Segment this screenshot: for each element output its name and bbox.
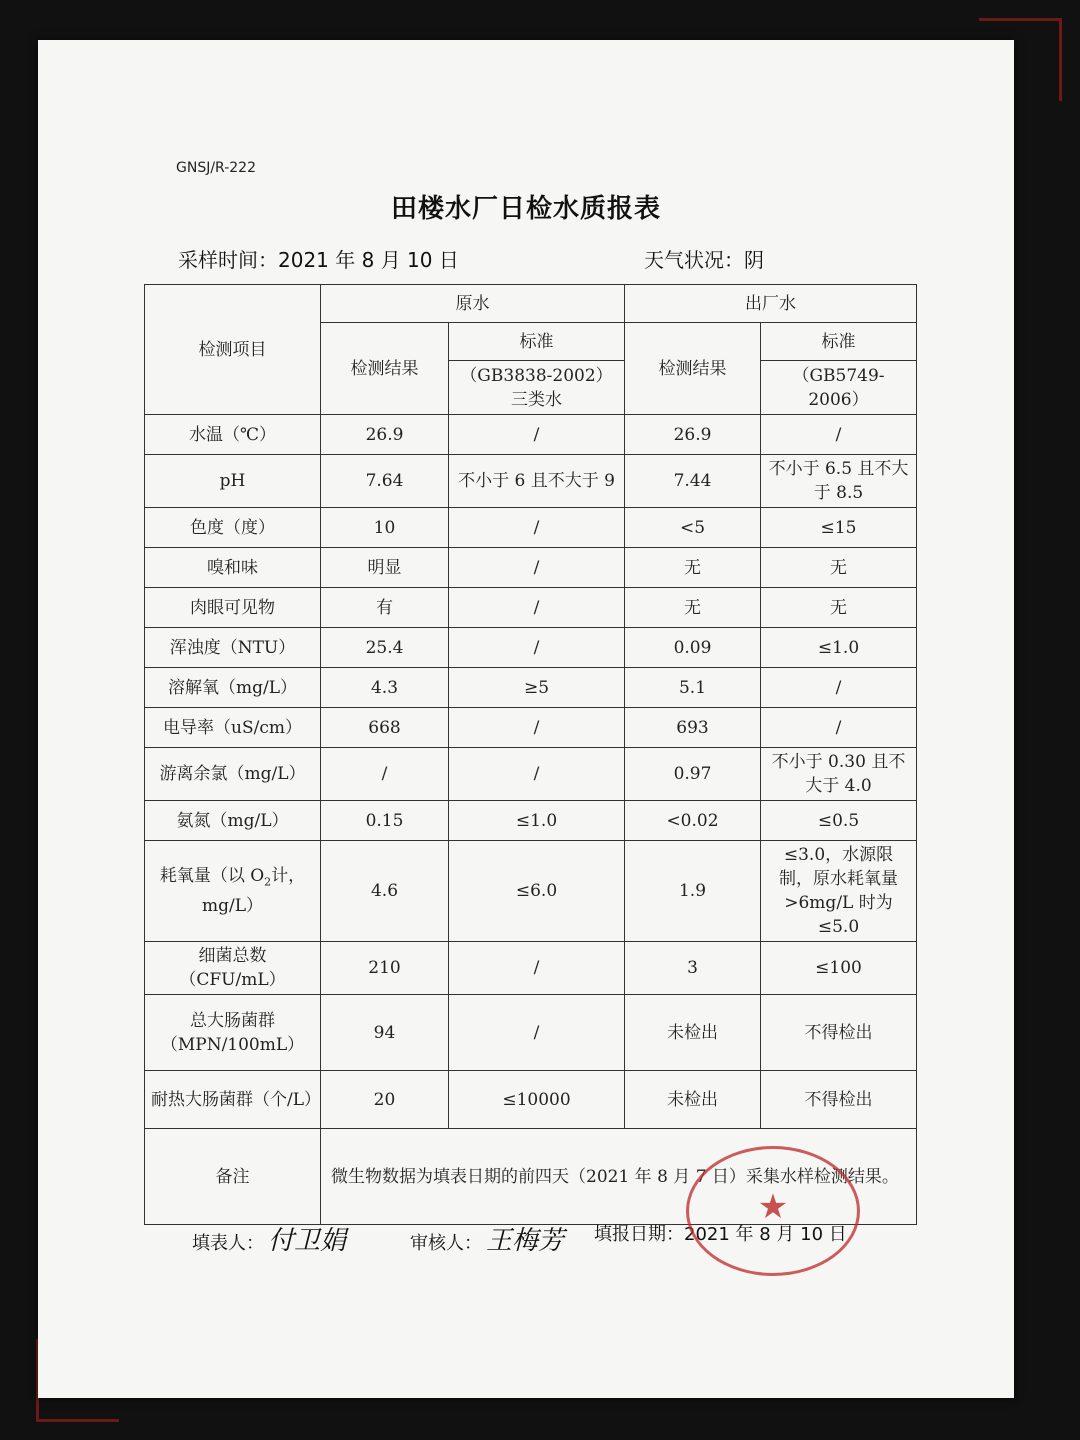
table-row (145, 942, 917, 995)
remark-text: 微生物数据为填表日期的前四天（2021 年 8 月 7 日）采集水样检测结果。 (321, 1129, 917, 1225)
raw-standard-cell: ≥5 (449, 668, 625, 708)
sampling-time (178, 244, 459, 273)
raw-result-cell: 94 (321, 995, 449, 1071)
raw-result-cell: / (321, 748, 449, 801)
official-seal (686, 1146, 860, 1276)
table-row (145, 415, 917, 455)
raw-result-header: 检测结果 (321, 323, 449, 415)
plant-result-cell: <0.02 (625, 801, 761, 841)
raw-standard-cell: / (449, 548, 625, 588)
item-header-cell: 检测项目 (145, 285, 321, 415)
table-row (145, 748, 917, 801)
table-row (145, 588, 917, 628)
plant-standard-cell: 无 (761, 588, 917, 628)
weather (644, 244, 764, 273)
table-row (145, 708, 917, 748)
raw-result-cell: 26.9 (321, 415, 449, 455)
item-cell: 色度（度） (145, 508, 321, 548)
plant-standard-code: （GB5749-2006） (761, 361, 917, 415)
table-row (145, 801, 917, 841)
item-cell: pH (145, 455, 321, 508)
plant-standard-cell: 不小于 6.5 且不大于 8.5 (761, 455, 917, 508)
table-row (145, 668, 917, 708)
plant-result-header: 检测结果 (625, 323, 761, 415)
oxygen-item-pre: 耗氧量（以 O (159, 865, 265, 886)
plant-result-cell: 无 (625, 588, 761, 628)
reviewer-label: 审核人： (410, 1233, 482, 1254)
plant-standard-header: 标准 (761, 323, 917, 361)
raw-standard-cell: / (449, 942, 625, 995)
sampling-time-label: 采样时间： (178, 248, 278, 272)
plant-standard-cell: / (761, 415, 917, 455)
plant-standard-cell: ≤3.0，水源限制，原水耗氧量>6mg/L 时为≤5.0 (761, 841, 917, 942)
sampling-time-value: 2021 年 8 月 10 日 (278, 248, 459, 272)
table-row (145, 995, 917, 1071)
raw-standard-cell: / (449, 995, 625, 1071)
plant-standard-cell: 不得检出 (761, 1071, 917, 1129)
header-row-1 (145, 285, 917, 323)
raw-result-cell: 10 (321, 508, 449, 548)
plant-standard-cell: ≤0.5 (761, 801, 917, 841)
oxygen-item-sub: 2 (264, 875, 272, 889)
plant-standard-cell: 无 (761, 548, 917, 588)
raw-standard-class: 三类水 (511, 389, 562, 410)
plant-result-cell: 1.9 (625, 841, 761, 942)
plant-result-cell: 0.09 (625, 628, 761, 668)
seal-star-icon: ★ (757, 1187, 789, 1227)
document-code: GNSJ/R-222 (176, 160, 256, 176)
raw-standard-header: 标准 (449, 323, 625, 361)
table-row (145, 508, 917, 548)
raw-result-cell: 668 (321, 708, 449, 748)
item-cell: 总大肠菌群（MPN/100mL） (145, 995, 321, 1071)
raw-standard-cell: / (449, 708, 625, 748)
raw-result-cell: 明显 (321, 548, 449, 588)
plant-standard-cell: / (761, 708, 917, 748)
raw-result-cell: 4.3 (321, 668, 449, 708)
raw-result-cell: 210 (321, 942, 449, 995)
raw-result-cell: 20 (321, 1071, 449, 1129)
table-row (145, 548, 917, 588)
raw-standard-cell: / (449, 415, 625, 455)
item-cell (145, 841, 321, 942)
remark-label: 备注 (145, 1129, 321, 1225)
filler-signature: 付卫娟 (268, 1226, 347, 1256)
plant-result-cell: 无 (625, 548, 761, 588)
plant-standard-cell: 不得检出 (761, 995, 917, 1071)
raw-standard-code: （GB3838-2002） (460, 365, 613, 386)
raw-standard-cell: / (449, 628, 625, 668)
plant-result-cell: 未检出 (625, 995, 761, 1071)
raw-result-cell: 7.64 (321, 455, 449, 508)
raw-standard-cell: / (449, 508, 625, 548)
plant-standard-cell: ≤100 (761, 942, 917, 995)
raw-standard-code-cell (449, 361, 625, 415)
raw-standard-cell: ≤1.0 (449, 801, 625, 841)
raw-result-cell: 有 (321, 588, 449, 628)
item-cell: 肉眼可见物 (145, 588, 321, 628)
raw-standard-cell: / (449, 588, 625, 628)
plant-standard-cell: ≤15 (761, 508, 917, 548)
plant-result-cell: 0.97 (625, 748, 761, 801)
plant-result-cell: 5.1 (625, 668, 761, 708)
plant-result-cell: 3 (625, 942, 761, 995)
date-label: 填报日期： (594, 1224, 684, 1245)
raw-standard-cell: / (449, 748, 625, 801)
raw-result-cell: 4.6 (321, 841, 449, 942)
weather-label: 天气状况： (644, 248, 744, 272)
item-cell: 氨氮（mg/L） (145, 801, 321, 841)
plant-result-cell: 26.9 (625, 415, 761, 455)
item-cell: 水温（℃） (145, 415, 321, 455)
water-quality-table (144, 284, 917, 1225)
plant-result-cell: <5 (625, 508, 761, 548)
item-cell: 细菌总数（CFU/mL） (145, 942, 321, 995)
plant-standard-cell: ≤1.0 (761, 628, 917, 668)
plant-standard-cell: / (761, 668, 917, 708)
reviewer-signature: 王梅芳 (486, 1226, 565, 1256)
plant-result-cell: 未检出 (625, 1071, 761, 1129)
weather-value: 阴 (744, 248, 764, 272)
filler (192, 1220, 346, 1257)
raw-standard-cell: 不小于 6 且不大于 9 (449, 455, 625, 508)
report-paper (38, 40, 1014, 1398)
plant-result-cell: 693 (625, 708, 761, 748)
plant-result-cell: 7.44 (625, 455, 761, 508)
raw-result-cell: 25.4 (321, 628, 449, 668)
raw-water-header: 原水 (321, 285, 625, 323)
raw-result-cell: 0.15 (321, 801, 449, 841)
item-cell: 溶解氧（mg/L） (145, 668, 321, 708)
item-cell: 游离余氯（mg/L） (145, 748, 321, 801)
raw-standard-cell: ≤6.0 (449, 841, 625, 942)
plant-water-header: 出厂水 (625, 285, 917, 323)
raw-standard-cell: ≤10000 (449, 1071, 625, 1129)
table-row (145, 628, 917, 668)
oxygen-item-post: 计，mg/L） (201, 865, 306, 917)
filler-label: 填表人： (192, 1233, 264, 1254)
item-cell: 嗅和味 (145, 548, 321, 588)
reviewer (410, 1220, 564, 1257)
table-row (145, 455, 917, 508)
item-cell: 浑浊度（NTU） (145, 628, 321, 668)
item-cell: 耐热大肠菌群（个/L） (145, 1071, 321, 1129)
table-row (145, 841, 917, 942)
document-title: 田楼水厂日检水质报表 (390, 194, 661, 224)
date-value: 2021 年 8 月 10 日 (684, 1224, 847, 1245)
table-row (145, 1071, 917, 1129)
plant-standard-cell: 不小于 0.30 且不大于 4.0 (761, 748, 917, 801)
item-cell: 电导率（uS/cm） (145, 708, 321, 748)
